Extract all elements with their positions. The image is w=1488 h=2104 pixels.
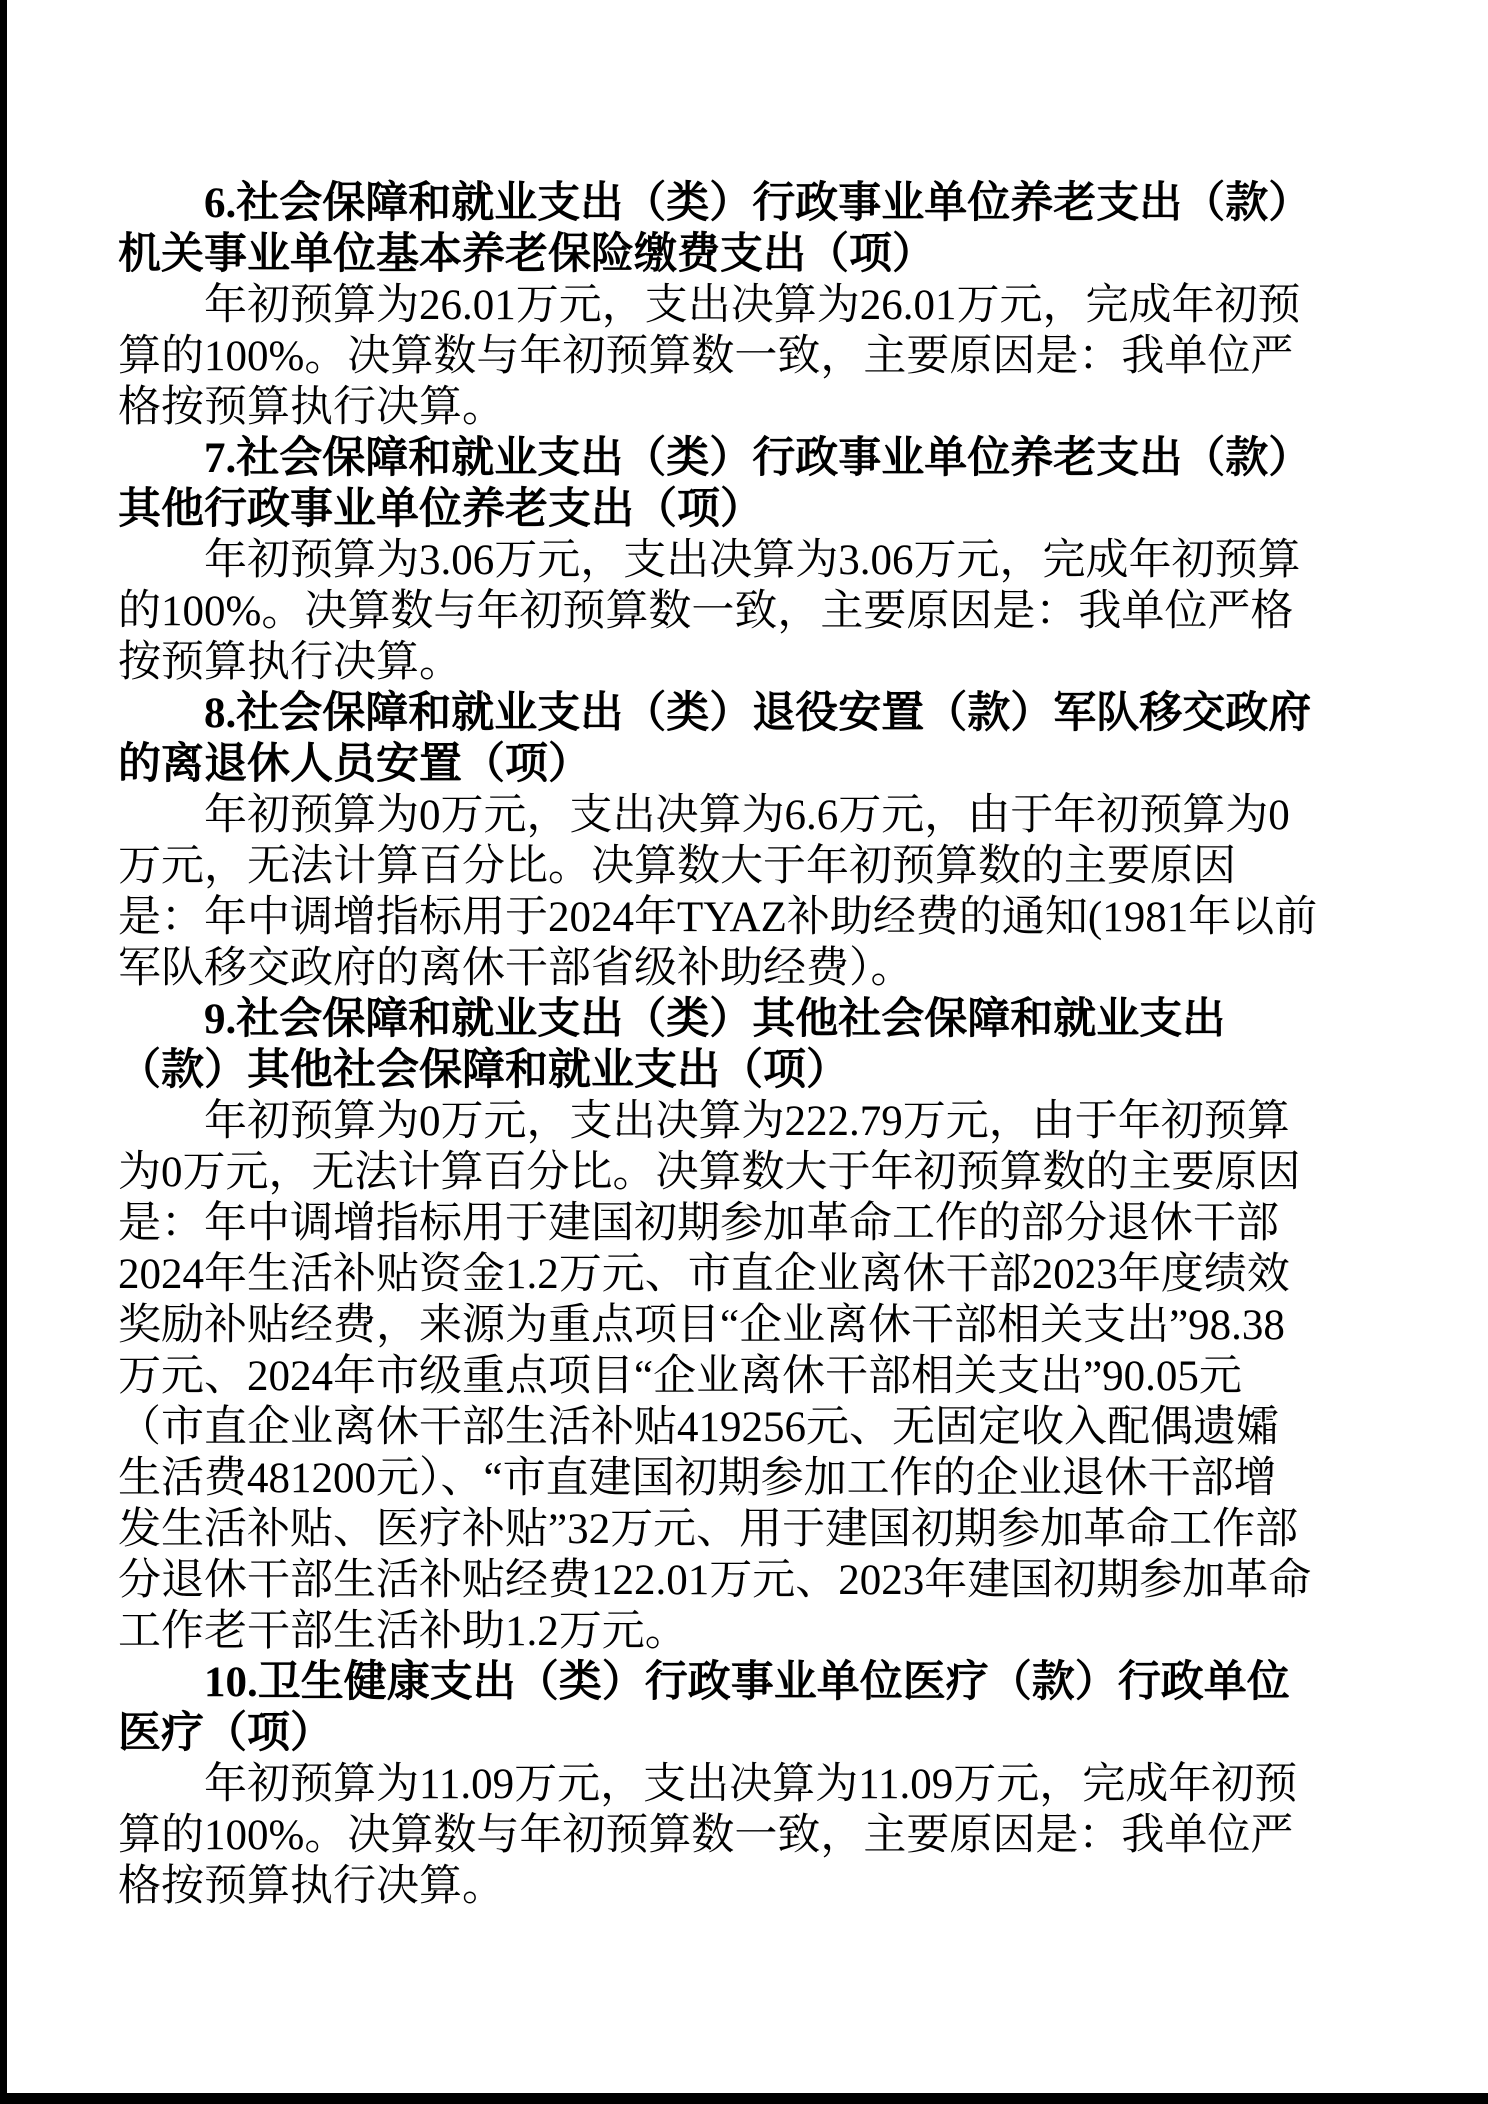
scan-edge-bottom	[0, 2093, 1488, 2104]
section-7-heading: 7.社会保障和就业支出（类）行政事业单位养老支出（款）其他行政事业单位养老支出（项）	[118, 435, 1312, 533]
section-9-heading: 9.社会保障和就业支出（类）其他社会保障和就业支出（款）其他社会保障和就业支出（项）	[118, 996, 1226, 1094]
section-9-paragraph: 年初预算为0万元，支出决算为222.79万元，由于年初预算为0万元，无法计算百分比。决算数大于年初预算数的主要原因是：年中调增指标用于建国初期参加革命工作的部分退休干部2024年生活补贴资金1.2万元、市直企业离休干部2023年度绩效奖励补贴经费，来源为重点项目“企业离休干部相关支出”98.38万元、2024年市级重点项目“企业离休干部相关支出”90.05元（市直企业离休干部生活补贴419256元、无固定收入配偶遗孀生活费481200元）、“市直建国初期参加工作的企业退休干部增发生活补贴、医疗补贴”32万元、用于建国初期参加革命工作部分退休干部生活补贴经费122.01万元、2023年建国初期参加革命工作老干部生活补助1.2万元。	[118, 1098, 1312, 1655]
section-6-paragraph: 年初预算为26.01万元，支出决算为26.01万元，完成年初预算的100%。决算数与年初预算数一致，主要原因是：我单位严格按预算执行决算。	[118, 282, 1301, 431]
section-8-heading: 8.社会保障和就业支出（类）退役安置（款）军队移交政府的离退休人员安置（项）	[118, 690, 1312, 788]
section-10-paragraph: 年初预算为11.09万元，支出决算为11.09万元，完成年初预算的100%。决算数与年初预算数一致，主要原因是：我单位严格按预算执行决算。	[118, 1761, 1298, 1910]
document-text-block	[118, 178, 1318, 1912]
section-10-heading: 10.卫生健康支出（类）行政事业单位医疗（款）行政单位医疗（项）	[118, 1659, 1290, 1757]
section-8-paragraph: 年初预算为0万元，支出决算为6.6万元，由于年初预算为0万元，无法计算百分比。决算数大于年初预算数的主要原因是：年中调增指标用于2024年TYAZ补助经费的通知(1981年以前军队移交政府的离休干部省级补助经费）。	[118, 792, 1318, 992]
scan-edge-left	[0, 0, 7, 2104]
section-7-paragraph: 年初预算为3.06万元，支出决算为3.06万元，完成年初预算的100%。决算数与年初预算数一致，主要原因是：我单位严格按预算执行决算。	[118, 537, 1301, 686]
section-6-heading: 6.社会保障和就业支出（类）行政事业单位养老支出（款）机关事业单位基本养老保险缴费支出（项）	[118, 180, 1312, 278]
